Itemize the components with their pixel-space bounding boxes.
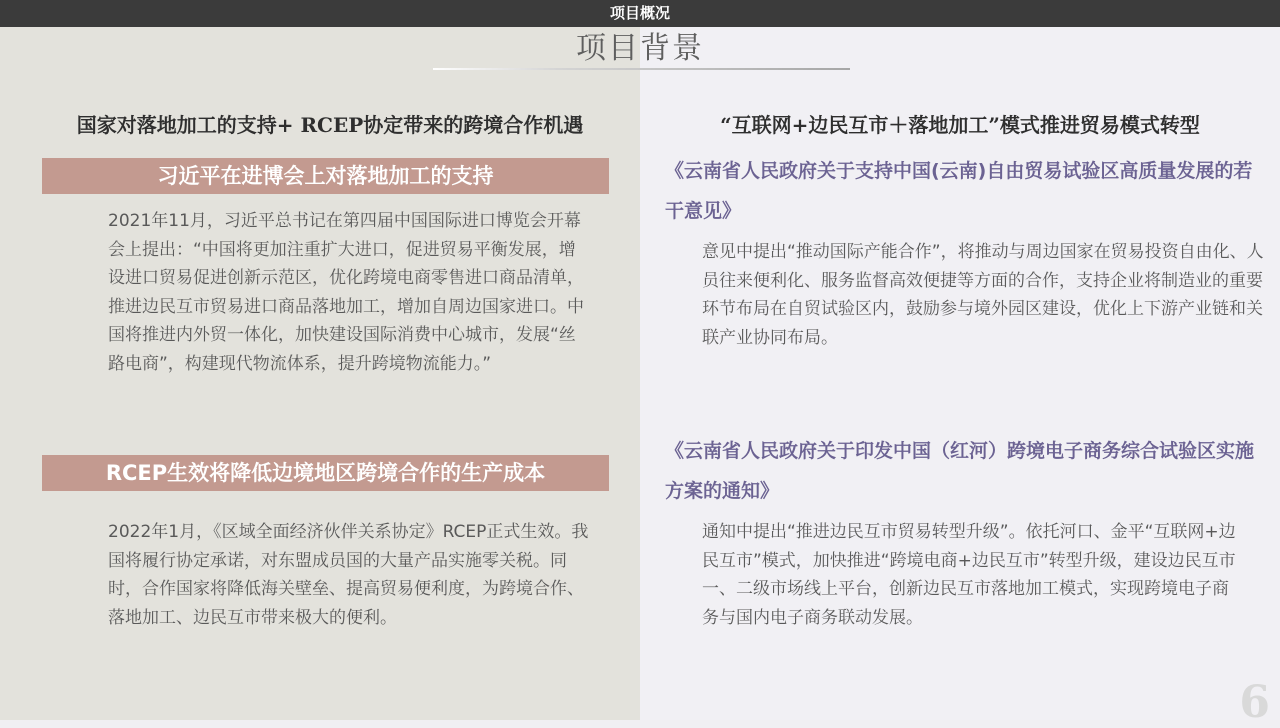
paragraph-xi-support: 2021年11月，习近平总书记在第四届中国国际进口博览会开幕会上提出：“中国将更加注重扩大进口，促进贸易平衡发展，增设进口贸易促进创新示范区，优化跨境电商零售进口商品清单，推进边民互市贸易进口商品落地加工，增加自周边国家进口。中国将推进内外贸一体化，加快建设国际消费中心城市，发展“丝路电商”，构建现代物流体系，提升跨境物流能力。” [108, 211, 584, 374]
page-number: 6 [1239, 677, 1270, 728]
doc-title-ftz-opinions: 《云南省人民政府关于支持中国(云南)自由贸易试验区高质量发展的若干意见》 [665, 160, 1253, 222]
title-underline [433, 68, 850, 70]
paragraph-ftz-opinions: 意见中提出“推动国际产能合作”，将推动与周边国家在贸易投资自由化、人员往来便利化、服务监督高效便捷等方面的合作，支持企业将制造业的重要环节布局在自贸试验区内，鼓励参与境外园区建设，优化上下游产业链和关联产业协同布局。 [702, 242, 1264, 348]
right-heading: “互联网+边民互市＋落地加工”模式推进贸易模式转型 [720, 113, 1200, 137]
paragraph-rcep: 2022年1月，《区域全面经济伙伴关系协定》RCEP正式生效。我国将履行协定承诺，对东盟成员国的大量产品实施零关税。同时，合作国家将降低海关壁垒、提高贸易便利度，为跨境合作、落地加工、边民互市带来极大的便利。 [108, 522, 589, 628]
paragraph-honghe-notice: 通知中提出“推进边民互市贸易转型升级”。依托河口、金平“互联网+边民互市”模式，加快推进“跨境电商+边民互市”转型升级，建设边民互市一、二级市场线上平台，创新边民互市落地加工模式，实现跨境电子商务与国内电子商务联动发展。 [702, 522, 1236, 628]
doc-title-honghe-notice: 《云南省人民政府关于印发中国（红河）跨境电子商务综合试验区实施方案的通知》 [665, 440, 1255, 502]
section-title: 项目背景 [576, 31, 704, 66]
banner-xi-support: 习近平在进博会上对落地加工的支持 [42, 158, 609, 194]
banner-rcep: RCEP生效将降低边境地区跨境合作的生产成本 [42, 455, 609, 491]
left-heading: 国家对落地加工的支持+ RCEP协定带来的跨境合作机遇 [76, 113, 584, 137]
header-bar-title: 项目概况 [0, 0, 1280, 27]
